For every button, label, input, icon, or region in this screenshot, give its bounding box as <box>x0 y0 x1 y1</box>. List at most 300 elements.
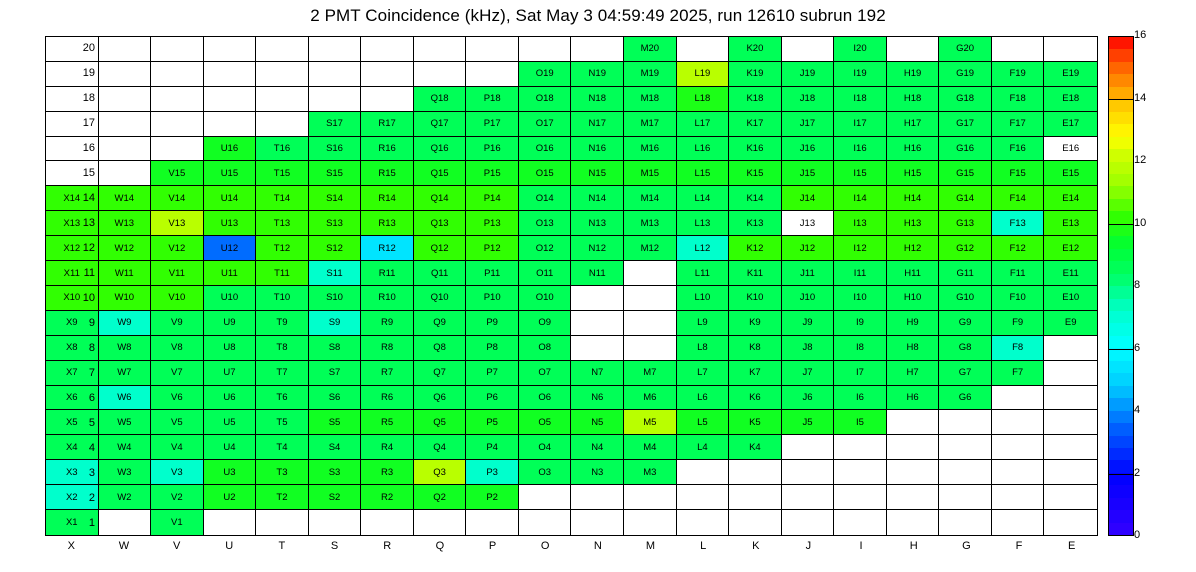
y-axis-tick-19: 19 <box>82 66 95 79</box>
heatmap-cell-K12: K12 <box>729 236 782 261</box>
heatmap-cell-O13: O13 <box>519 211 572 236</box>
heatmap-cell-G6: G6 <box>939 386 992 411</box>
heatmap-cell-T8: T8 <box>256 336 309 361</box>
colorbar-segment <box>1109 460 1133 472</box>
heatmap-cell-X3: X3 <box>46 460 99 485</box>
heatmap-cell-U7: U7 <box>204 361 257 386</box>
colorbar-segment <box>1109 249 1133 261</box>
heatmap-cell-R7: R7 <box>361 361 414 386</box>
heatmap-cell-W14: W14 <box>99 186 152 211</box>
y-axis-tick-14: 14 <box>82 191 95 204</box>
heatmap-cell-H11: H11 <box>887 261 940 286</box>
heatmap-cell-O12: O12 <box>519 236 572 261</box>
y-axis-tick-7: 7 <box>88 366 95 379</box>
heatmap-cell-T2: T2 <box>256 485 309 510</box>
colorbar-segment <box>1109 348 1133 360</box>
y-axis-tick-2: 2 <box>88 491 95 504</box>
heatmap-cell-E14: E14 <box>1044 186 1097 211</box>
heatmap-cell-K3 <box>729 460 782 485</box>
heatmap-cell-W13: W13 <box>99 211 152 236</box>
heatmap-cell-U2: U2 <box>204 485 257 510</box>
heatmap-cell-S17: S17 <box>309 112 362 137</box>
heatmap-cell-M3: M3 <box>624 460 677 485</box>
heatmap-cell-I16: I16 <box>834 137 887 162</box>
heatmap-cell-J2 <box>782 485 835 510</box>
heatmap-cell-L14: L14 <box>677 186 730 211</box>
x-axis-tick-X: X <box>67 540 75 552</box>
heatmap-cell-K18: K18 <box>729 87 782 112</box>
heatmap-cell-L12: L12 <box>677 236 730 261</box>
x-axis-tick-H: H <box>909 540 918 552</box>
heatmap-cell-F12: F12 <box>992 236 1045 261</box>
heatmap-cell-E6 <box>1044 386 1097 411</box>
colorbar-segment <box>1109 299 1133 311</box>
heatmap-cell-F17: F17 <box>992 112 1045 137</box>
heatmap-cell-I1 <box>834 510 887 535</box>
heatmap-cell-N4: N4 <box>571 435 624 460</box>
heatmap-cell-T17 <box>256 112 309 137</box>
heatmap-cell-J12: J12 <box>782 236 835 261</box>
colorbar-segment <box>1109 224 1133 236</box>
colorbar-segment <box>1109 211 1133 223</box>
heatmap-cell-K2 <box>729 485 782 510</box>
colorbar-segment <box>1109 448 1133 460</box>
heatmap-cell-N17: N17 <box>571 112 624 137</box>
heatmap-cell-L9: L9 <box>677 311 730 336</box>
colorbar-tick-4: 4 <box>1134 404 1141 416</box>
heatmap-cell-K13: K13 <box>729 211 782 236</box>
heatmap-cell-S9: S9 <box>309 311 362 336</box>
heatmap-cell-F18: F18 <box>992 87 1045 112</box>
heatmap-cell-U19 <box>204 62 257 87</box>
heatmap-grid <box>45 36 1098 536</box>
y-axis-tick-6: 6 <box>88 391 95 404</box>
heatmap-cell-I19: I19 <box>834 62 887 87</box>
y-axis-tick-9: 9 <box>88 316 95 329</box>
colorbar-segment <box>1109 311 1133 323</box>
heatmap-cell-P2: P2 <box>466 485 519 510</box>
heatmap-cell-G2 <box>939 485 992 510</box>
colorbar-tick-line <box>1108 474 1134 475</box>
heatmap-cell-V18 <box>151 87 204 112</box>
x-axis-tick-O: O <box>540 540 550 552</box>
heatmap-cell-P6: P6 <box>466 386 519 411</box>
heatmap-cell-G4 <box>939 435 992 460</box>
heatmap-cell-F19: F19 <box>992 62 1045 87</box>
heatmap-cell-G19: G19 <box>939 62 992 87</box>
heatmap-cell-L2 <box>677 485 730 510</box>
heatmap-cell-J1 <box>782 510 835 535</box>
heatmap-cell-J17: J17 <box>782 112 835 137</box>
heatmap-cell-L10: L10 <box>677 286 730 311</box>
heatmap-cell-Q9: Q9 <box>414 311 467 336</box>
heatmap-cell-E2 <box>1044 485 1097 510</box>
colorbar-segment <box>1109 87 1133 99</box>
heatmap-cell-V15: V15 <box>151 161 204 186</box>
heatmap-cell-O15: O15 <box>519 161 572 186</box>
heatmap-cell-J18: J18 <box>782 87 835 112</box>
heatmap-cell-P18: P18 <box>466 87 519 112</box>
heatmap-cell-E12: E12 <box>1044 236 1097 261</box>
heatmap-cell-U4: U4 <box>204 435 257 460</box>
heatmap-cell-X10: X10 <box>46 286 99 311</box>
heatmap-cell-M12: M12 <box>624 236 677 261</box>
heatmap-cell-L18: L18 <box>677 87 730 112</box>
heatmap-cell-S11: S11 <box>309 261 362 286</box>
heatmap-cell-P19 <box>466 62 519 87</box>
heatmap-cell-F1 <box>992 510 1045 535</box>
y-axis-tick-16: 16 <box>82 141 95 154</box>
heatmap-cell-K10: K10 <box>729 286 782 311</box>
heatmap-cell-S15: S15 <box>309 161 362 186</box>
heatmap-cell-H8: H8 <box>887 336 940 361</box>
heatmap-cell-T6: T6 <box>256 386 309 411</box>
heatmap-cell-G18: G18 <box>939 87 992 112</box>
y-axis-tick-11: 11 <box>83 266 95 279</box>
heatmap-cell-L13: L13 <box>677 211 730 236</box>
heatmap-cell-E10: E10 <box>1044 286 1097 311</box>
heatmap-cell-L1 <box>677 510 730 535</box>
heatmap-cell-X11: X11 <box>46 261 99 286</box>
heatmap-cell-F3 <box>992 460 1045 485</box>
heatmap-cell-L20 <box>677 37 730 62</box>
heatmap-cell-W16 <box>99 137 152 162</box>
heatmap-cell-R12: R12 <box>361 236 414 261</box>
heatmap-cell-J8: J8 <box>782 336 835 361</box>
heatmap-cell-M8 <box>624 336 677 361</box>
heatmap-cell-M9 <box>624 311 677 336</box>
heatmap-cell-P10: P10 <box>466 286 519 311</box>
heatmap-cell-F7: F7 <box>992 361 1045 386</box>
heatmap-cell-Q12: Q12 <box>414 236 467 261</box>
colorbar-segment <box>1109 485 1133 497</box>
heatmap-cell-J14: J14 <box>782 186 835 211</box>
heatmap-cell-T7: T7 <box>256 361 309 386</box>
heatmap-cell-F4 <box>992 435 1045 460</box>
colorbar-tick-12: 12 <box>1134 154 1147 166</box>
heatmap-cell-G10: G10 <box>939 286 992 311</box>
colorbar-segment <box>1109 436 1133 448</box>
heatmap-cell-E5 <box>1044 410 1097 435</box>
heatmap-cell-M7: M7 <box>624 361 677 386</box>
heatmap-cell-V10: V10 <box>151 286 204 311</box>
heatmap-cell-Q16: Q16 <box>414 137 467 162</box>
heatmap-cell-V19 <box>151 62 204 87</box>
colorbar-segment <box>1109 398 1133 410</box>
heatmap-cell-O8: O8 <box>519 336 572 361</box>
heatmap-cell-Q19 <box>414 62 467 87</box>
heatmap-cell-I13: I13 <box>834 211 887 236</box>
heatmap-cell-U15: U15 <box>204 161 257 186</box>
heatmap-cell-N19: N19 <box>571 62 624 87</box>
x-axis-tick-R: R <box>383 540 392 552</box>
heatmap-cell-R14: R14 <box>361 186 414 211</box>
heatmap-cell-J19: J19 <box>782 62 835 87</box>
heatmap-cell-X9: X9 <box>46 311 99 336</box>
heatmap-cell-F10: F10 <box>992 286 1045 311</box>
heatmap-cell-H6: H6 <box>887 386 940 411</box>
heatmap-cell-M14: M14 <box>624 186 677 211</box>
heatmap-cell-P11: P11 <box>466 261 519 286</box>
heatmap-cell-U1 <box>204 510 257 535</box>
heatmap-cell-M16: M16 <box>624 137 677 162</box>
heatmap-cell-L5: L5 <box>677 410 730 435</box>
heatmap-cell-I2 <box>834 485 887 510</box>
heatmap-cell-H7: H7 <box>887 361 940 386</box>
heatmap-cell-X13: X13 <box>46 211 99 236</box>
heatmap-cell-K6: K6 <box>729 386 782 411</box>
heatmap-cell-J6: J6 <box>782 386 835 411</box>
heatmap-cell-H12: H12 <box>887 236 940 261</box>
colorbar-tick-10: 10 <box>1134 216 1147 229</box>
colorbar-segment <box>1109 162 1133 174</box>
heatmap-cell-J4 <box>782 435 835 460</box>
heatmap-cell-G9: G9 <box>939 311 992 336</box>
heatmap-cell-W9: W9 <box>99 311 152 336</box>
heatmap-cell-R15: R15 <box>361 161 414 186</box>
heatmap-cell-T19 <box>256 62 309 87</box>
heatmap-cell-X14: X14 <box>46 186 99 211</box>
heatmap-cell-R8: R8 <box>361 336 414 361</box>
heatmap-cell-J15: J15 <box>782 161 835 186</box>
heatmap-cell-M10 <box>624 286 677 311</box>
heatmap-cell-H19: H19 <box>887 62 940 87</box>
heatmap-cell-H17: H17 <box>887 112 940 137</box>
heatmap-cell-H3 <box>887 460 940 485</box>
heatmap-cell-L6: L6 <box>677 386 730 411</box>
colorbar-segment <box>1109 498 1133 510</box>
heatmap-cell-Q10: Q10 <box>414 286 467 311</box>
heatmap-cell-F5 <box>992 410 1045 435</box>
heatmap-cell-Q1 <box>414 510 467 535</box>
heatmap-cell-I9: I9 <box>834 311 887 336</box>
colorbar-segment <box>1109 62 1133 74</box>
heatmap-cell-U20 <box>204 37 257 62</box>
heatmap-cell-P9: P9 <box>466 311 519 336</box>
colorbar-segment <box>1109 510 1133 522</box>
y-axis-tick-15: 15 <box>82 166 95 179</box>
colorbar-segment <box>1109 174 1133 186</box>
heatmap-cell-I6: I6 <box>834 386 887 411</box>
heatmap-cell-W17 <box>99 112 152 137</box>
heatmap-cell-R13: R13 <box>361 211 414 236</box>
heatmap-cell-T18 <box>256 87 309 112</box>
heatmap-cell-M20: M20 <box>624 37 677 62</box>
heatmap-cell-U6: U6 <box>204 386 257 411</box>
heatmap-cell-O18: O18 <box>519 87 572 112</box>
heatmap-cell-W5: W5 <box>99 410 152 435</box>
heatmap-cell-V2: V2 <box>151 485 204 510</box>
heatmap-cell-V11: V11 <box>151 261 204 286</box>
heatmap-cell-V8: V8 <box>151 336 204 361</box>
heatmap-cell-L7: L7 <box>677 361 730 386</box>
heatmap-cell-T4: T4 <box>256 435 309 460</box>
heatmap-cell-J16: J16 <box>782 137 835 162</box>
colorbar-segment <box>1109 386 1133 398</box>
heatmap-cell-N13: N13 <box>571 211 624 236</box>
heatmap-cell-R20 <box>361 37 414 62</box>
heatmap-cell-N6: N6 <box>571 386 624 411</box>
heatmap-cell-Q11: Q11 <box>414 261 467 286</box>
heatmap-cell-M19: M19 <box>624 62 677 87</box>
heatmap-cell-N2 <box>571 485 624 510</box>
heatmap-cell-R16: R16 <box>361 137 414 162</box>
heatmap-cell-G13: G13 <box>939 211 992 236</box>
colorbar-segment <box>1109 373 1133 385</box>
x-axis-tick-I: I <box>859 540 863 552</box>
heatmap-cell-L16: L16 <box>677 137 730 162</box>
heatmap-cell-W2: W2 <box>99 485 152 510</box>
heatmap-cell-O17: O17 <box>519 112 572 137</box>
y-axis-tick-5: 5 <box>88 416 95 429</box>
colorbar-segment <box>1109 37 1133 49</box>
heatmap-cell-J20 <box>782 37 835 62</box>
heatmap-cell-U14: U14 <box>204 186 257 211</box>
x-axis-tick-K: K <box>752 540 760 552</box>
heatmap-cell-P16: P16 <box>466 137 519 162</box>
heatmap-cell-H1 <box>887 510 940 535</box>
colorbar-segment <box>1109 274 1133 286</box>
heatmap-cell-U3: U3 <box>204 460 257 485</box>
heatmap-cell-J5: J5 <box>782 410 835 435</box>
heatmap-cell-K5: K5 <box>729 410 782 435</box>
heatmap-cell-R5: R5 <box>361 410 414 435</box>
heatmap-cell-Q4: Q4 <box>414 435 467 460</box>
heatmap-cell-U9: U9 <box>204 311 257 336</box>
heatmap-cell-H5 <box>887 410 940 435</box>
heatmap-cell-O7: O7 <box>519 361 572 386</box>
colorbar-segment <box>1109 523 1133 535</box>
heatmap-cell-I10: I10 <box>834 286 887 311</box>
heatmap-cell-T5: T5 <box>256 410 309 435</box>
x-axis-tick-T: T <box>278 540 286 552</box>
heatmap-cell-V20 <box>151 37 204 62</box>
heatmap-cell-U8: U8 <box>204 336 257 361</box>
heatmap-cell-T10: T10 <box>256 286 309 311</box>
heatmap-cell-V12: V12 <box>151 236 204 261</box>
heatmap-plot <box>45 36 1098 536</box>
heatmap-cell-L19: L19 <box>677 62 730 87</box>
heatmap-cell-S4: S4 <box>309 435 362 460</box>
heatmap-cell-K16: K16 <box>729 137 782 162</box>
heatmap-cell-Q14: Q14 <box>414 186 467 211</box>
heatmap-cell-U16: U16 <box>204 137 257 162</box>
heatmap-cell-G3 <box>939 460 992 485</box>
x-axis-tick-E: E <box>1068 540 1076 552</box>
heatmap-cell-W11: W11 <box>99 261 152 286</box>
heatmap-cell-M5: M5 <box>624 410 677 435</box>
colorbar-tick-0: 0 <box>1134 529 1141 541</box>
heatmap-cell-Q3: Q3 <box>414 460 467 485</box>
heatmap-cell-H9: H9 <box>887 311 940 336</box>
heatmap-cell-R4: R4 <box>361 435 414 460</box>
heatmap-cell-H4 <box>887 435 940 460</box>
x-axis-tick-J: J <box>805 540 812 552</box>
heatmap-cell-Q8: Q8 <box>414 336 467 361</box>
heatmap-cell-R9: R9 <box>361 311 414 336</box>
y-axis-tick-10: 10 <box>82 291 95 304</box>
heatmap-cell-T14: T14 <box>256 186 309 211</box>
heatmap-cell-R19 <box>361 62 414 87</box>
colorbar-segment <box>1109 186 1133 198</box>
heatmap-cell-K11: K11 <box>729 261 782 286</box>
heatmap-cell-F14: F14 <box>992 186 1045 211</box>
colorbar-segment <box>1109 423 1133 435</box>
heatmap-cell-G1 <box>939 510 992 535</box>
heatmap-cell-I17: I17 <box>834 112 887 137</box>
heatmap-cell-G8: G8 <box>939 336 992 361</box>
heatmap-cell-E3 <box>1044 460 1097 485</box>
heatmap-cell-P8: P8 <box>466 336 519 361</box>
y-axis-tick-13: 13 <box>82 216 95 229</box>
heatmap-cell-E17: E17 <box>1044 112 1097 137</box>
heatmap-cell-N3: N3 <box>571 460 624 485</box>
colorbar-segment <box>1109 473 1133 485</box>
heatmap-cell-P4: P4 <box>466 435 519 460</box>
heatmap-cell-S2: S2 <box>309 485 362 510</box>
heatmap-cell-W10: W10 <box>99 286 152 311</box>
y-axis-tick-1: 1 <box>88 516 95 529</box>
heatmap-cell-Q20 <box>414 37 467 62</box>
heatmap-cell-N9 <box>571 311 624 336</box>
heatmap-cell-V13: V13 <box>151 211 204 236</box>
heatmap-cell-E11: E11 <box>1044 261 1097 286</box>
heatmap-cell-J10: J10 <box>782 286 835 311</box>
heatmap-cell-I7: I7 <box>834 361 887 386</box>
heatmap-cell-X7: X7 <box>46 361 99 386</box>
heatmap-cell-T20 <box>256 37 309 62</box>
heatmap-cell-G16: G16 <box>939 137 992 162</box>
heatmap-cell-I18: I18 <box>834 87 887 112</box>
x-axis-tick-V: V <box>172 540 181 552</box>
heatmap-cell-H20 <box>887 37 940 62</box>
heatmap-cell-O20 <box>519 37 572 62</box>
heatmap-cell-O14: O14 <box>519 186 572 211</box>
heatmap-cell-R17: R17 <box>361 112 414 137</box>
x-axis-tick-L: L <box>700 540 707 552</box>
heatmap-cell-E7 <box>1044 361 1097 386</box>
heatmap-cell-V6: V6 <box>151 386 204 411</box>
heatmap-cell-L8: L8 <box>677 336 730 361</box>
heatmap-cell-V16 <box>151 137 204 162</box>
heatmap-cell-G5 <box>939 410 992 435</box>
heatmap-cell-S14: S14 <box>309 186 362 211</box>
heatmap-cell-M13: M13 <box>624 211 677 236</box>
heatmap-cell-E20 <box>1044 37 1097 62</box>
heatmap-cell-W18 <box>99 87 152 112</box>
heatmap-cell-I4 <box>834 435 887 460</box>
heatmap-cell-L17: L17 <box>677 112 730 137</box>
heatmap-cell-M4: M4 <box>624 435 677 460</box>
heatmap-cell-K7: K7 <box>729 361 782 386</box>
y-axis-tick-20: 20 <box>82 41 95 54</box>
y-axis-tick-3: 3 <box>88 466 95 479</box>
y-axis-tick-12: 12 <box>82 241 95 254</box>
heatmap-cell-T3: T3 <box>256 460 309 485</box>
colorbar-segment <box>1109 411 1133 423</box>
heatmap-cell-N8 <box>571 336 624 361</box>
x-axis-tick-N: N <box>593 540 602 552</box>
heatmap-cell-E15: E15 <box>1044 161 1097 186</box>
x-axis-tick-S: S <box>330 540 339 552</box>
x-axis-tick-W: W <box>118 540 130 552</box>
heatmap-cell-O9: O9 <box>519 311 572 336</box>
colorbar-tick-16: 16 <box>1134 29 1147 41</box>
heatmap-cell-S13: S13 <box>309 211 362 236</box>
heatmap-cell-P3: P3 <box>466 460 519 485</box>
heatmap-cell-O19: O19 <box>519 62 572 87</box>
y-axis-tick-4: 4 <box>88 441 95 454</box>
